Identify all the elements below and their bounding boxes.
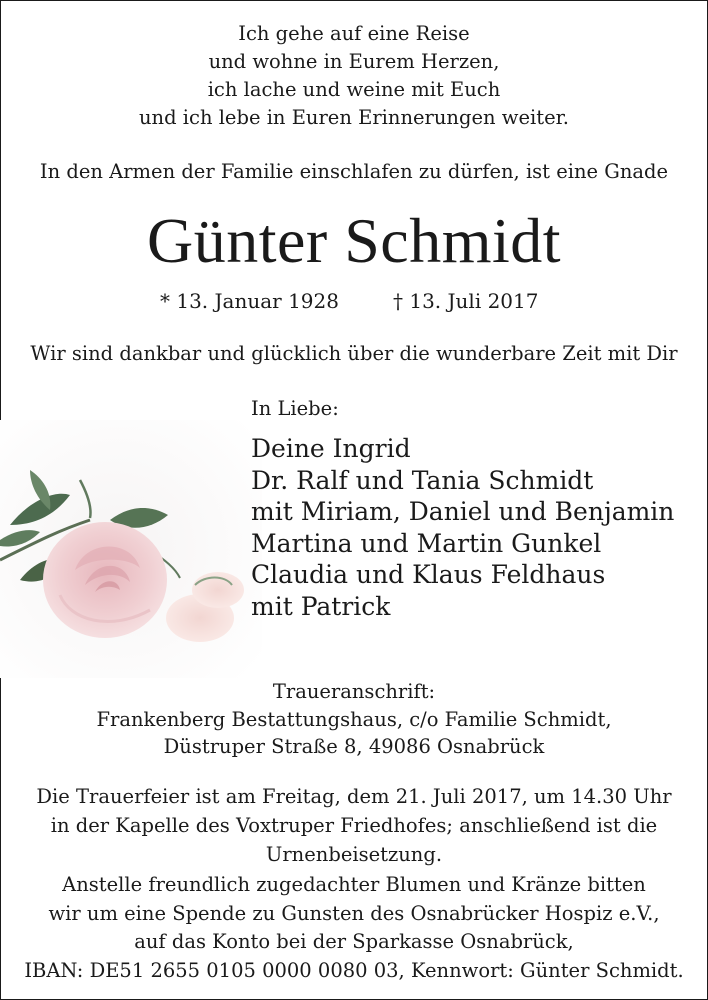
family-member: Deine Ingrid xyxy=(251,434,411,463)
address-line: Traueranschrift: xyxy=(272,680,436,703)
mourning-address xyxy=(0,678,708,761)
address-line: Düstruper Straße 8, 49086 Osnabrück xyxy=(163,735,545,758)
family-member: mit Patrick xyxy=(251,591,391,621)
death-date: † 13. Juli 2017 xyxy=(393,289,539,313)
ceremony-line: Die Trauerfeier ist am Freitag, dem 21. Juli 2017, um 14.30 Uhr xyxy=(36,785,672,808)
poem xyxy=(0,20,708,132)
family-member: Claudia und Klaus Feldhaus xyxy=(251,560,606,589)
ceremony-line: in der Kapelle des Voxtruper Friedhofes; anschließend ist die xyxy=(50,814,658,837)
deceased-name: Günter Schmidt xyxy=(146,205,562,276)
thanks-text: Wir sind dankbar und glücklich über die wunderbare Zeit mit Dir xyxy=(30,342,678,365)
poem-line: ich lache und weine mit Euch xyxy=(207,78,501,101)
birth-date: * 13. Januar 1928 xyxy=(160,289,339,313)
ceremony-info xyxy=(0,782,708,869)
donation-line: wir um eine Spende zu Gunsten des Osnabrücker Hospiz e.V., xyxy=(48,901,660,925)
family-member: mit Miriam, Daniel und Benjamin xyxy=(251,497,675,526)
donation-line: Anstelle freundlich zugedachter Blumen und Kränze bitten xyxy=(62,873,646,896)
family-member: Dr. Ralf und Tania Schmidt xyxy=(251,465,594,495)
love-label: In Liebe: xyxy=(251,397,339,420)
rose-image xyxy=(0,420,262,678)
donation-line: auf das Konto bei der Sparkasse Osnabrück, xyxy=(134,930,574,953)
intro-text: In den Armen der Familie einschlafen zu dürfen, ist eine Gnade xyxy=(39,160,669,183)
donation-line: IBAN: DE51 2655 0105 0000 0080 03, Kennwort: Günter Schmidt. xyxy=(24,958,684,982)
address-line: Frankenberg Bestattungshaus, c/o Familie Schmidt, xyxy=(96,707,612,731)
poem-line: Ich gehe auf eine Reise xyxy=(238,22,470,45)
poem-line: und wohne in Eurem Herzen, xyxy=(208,50,500,73)
family-list xyxy=(251,433,674,622)
family-member: Martina und Martin Gunkel xyxy=(251,528,602,558)
poem-line: und ich lebe in Euren Erinnerungen weiter. xyxy=(138,106,569,129)
donation-info xyxy=(0,871,708,985)
ceremony-line: Urnenbeisetzung. xyxy=(265,843,443,866)
